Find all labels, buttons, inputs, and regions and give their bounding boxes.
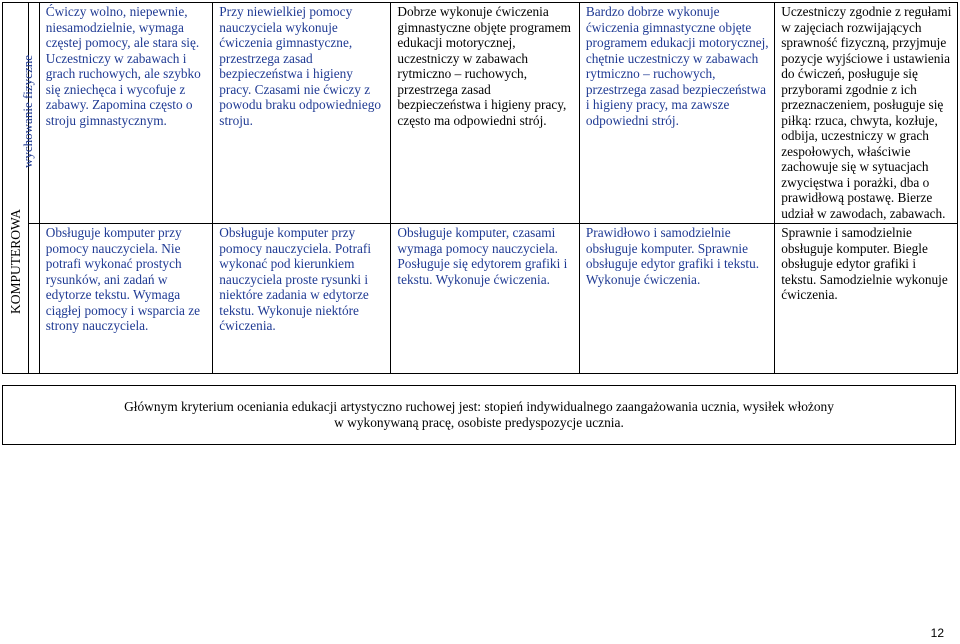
grade-cell-5-komp: Sprawnie i samodzielnie obsługuje komputer. Biegle obsługuje edytor grafiki i tekstu. Samodzielnie wykonuje ćwiczenia. bbox=[775, 224, 958, 374]
page-number: 12 bbox=[930, 626, 944, 640]
grade-cell-5-wf: Uczestniczy zgodnie z regułami w zajęciach rozwijających sprawność fizyczną, przyjmuje pozycje wyjściowe i ustawienia do ćwiczeń, posługuje się przyborami zgodnie z ich przeznaczeniem, posługuje się piłką: rzuca, chwyta, kozłuje, odbija, uczestniczy w grach zespołowych, właściwie zachowuje się w sytuacjach zwycięstwa i porażki, dba o prawidłową postawę. Bierze udział w zawodach, zabawach. bbox=[775, 3, 958, 224]
criterion-line-2: w wykonywaną pracę, osobiste predyspozycje ucznia. bbox=[334, 415, 624, 430]
grade-cell-4-komp: Prawidłowo i samodzielnie obsługuje komputer. Sprawnie obsługuje edytor grafiki i tekstu. Wykonuje ćwiczenia. bbox=[579, 224, 774, 374]
grade-cell-3-wf: Dobrze wykonuje ćwiczenia gimnastyczne objęte programem edukacji motorycznej, uczestniczy w zabawach rytmiczno – ruchowych, przestrzega zasad bezpieczeństwa i higieny pracy, często ma odpowiedni strój. bbox=[391, 3, 579, 224]
criterion-line-1: Głównym kryterium oceniania edukacji artystyczno ruchowej jest: stopień indywidualnego zaangażowania ucznia, wysiłek włożony bbox=[124, 399, 834, 414]
grade-cell-1-wf: Ćwiczy wolno, niepewnie, niesamodzielnie, wymaga częstej pomocy, ale stara się. Uczestniczy w zabawach i grach ruchowych, ale szybko się zniechęca i wycofuje z zabawy. Zapomina często o stroju gimnastycznym. bbox=[39, 3, 213, 224]
subject-header-cell bbox=[20, 3, 39, 224]
grade-cell-4-wf: Bardzo dobrze wykonuje ćwiczenia gimnastyczne objęte programem edukacji motorycznej, chętnie uczestniczy w zabawach rytmiczno – ruchowych, przestrzega zasad bezpieczeństwa i higieny pracy, ma zawsze odpowiedni strój. bbox=[579, 3, 774, 224]
subject-header-wf: wychowanie fizyczne bbox=[20, 54, 36, 168]
section-header-komputerowa: KOMPUTEROWA bbox=[7, 208, 23, 314]
spacer-cell bbox=[29, 224, 39, 374]
table-row bbox=[3, 224, 958, 374]
table-row bbox=[3, 3, 958, 224]
grade-cell-2-komp: Obsługuje komputer przy pomocy nauczyciela. Potrafi wykonać pod kierunkiem nauczyciela proste rysunki i niektóre zadania w edytorze tekstu. Wykonuje niektóre ćwiczenia. bbox=[213, 224, 391, 374]
grading-table bbox=[2, 2, 958, 374]
grade-cell-1-komp: Obsługuje komputer przy pomocy nauczyciela. Nie potrafi wykonać prostych rysunków, ani zadań w edytorze tekstu. Wymaga ciągłej pomocy i wsparcia ze strony nauczyciela. bbox=[39, 224, 213, 374]
criterion-box bbox=[2, 385, 956, 445]
grade-cell-2-wf: Przy niewielkiej pomocy nauczyciela wykonuje ćwiczenia gimnastyczne, przestrzega zasad bezpieczeństwa i higieny pracy. Czasami nie ćwiczy z powodu braku odpowiedniego stroju. bbox=[213, 3, 391, 224]
grade-cell-3-komp: Obsługuje komputer, czasami wymaga pomocy nauczyciela. Posługuje się edytorem grafiki i tekstu. Wykonuje ćwiczenia. bbox=[391, 224, 579, 374]
